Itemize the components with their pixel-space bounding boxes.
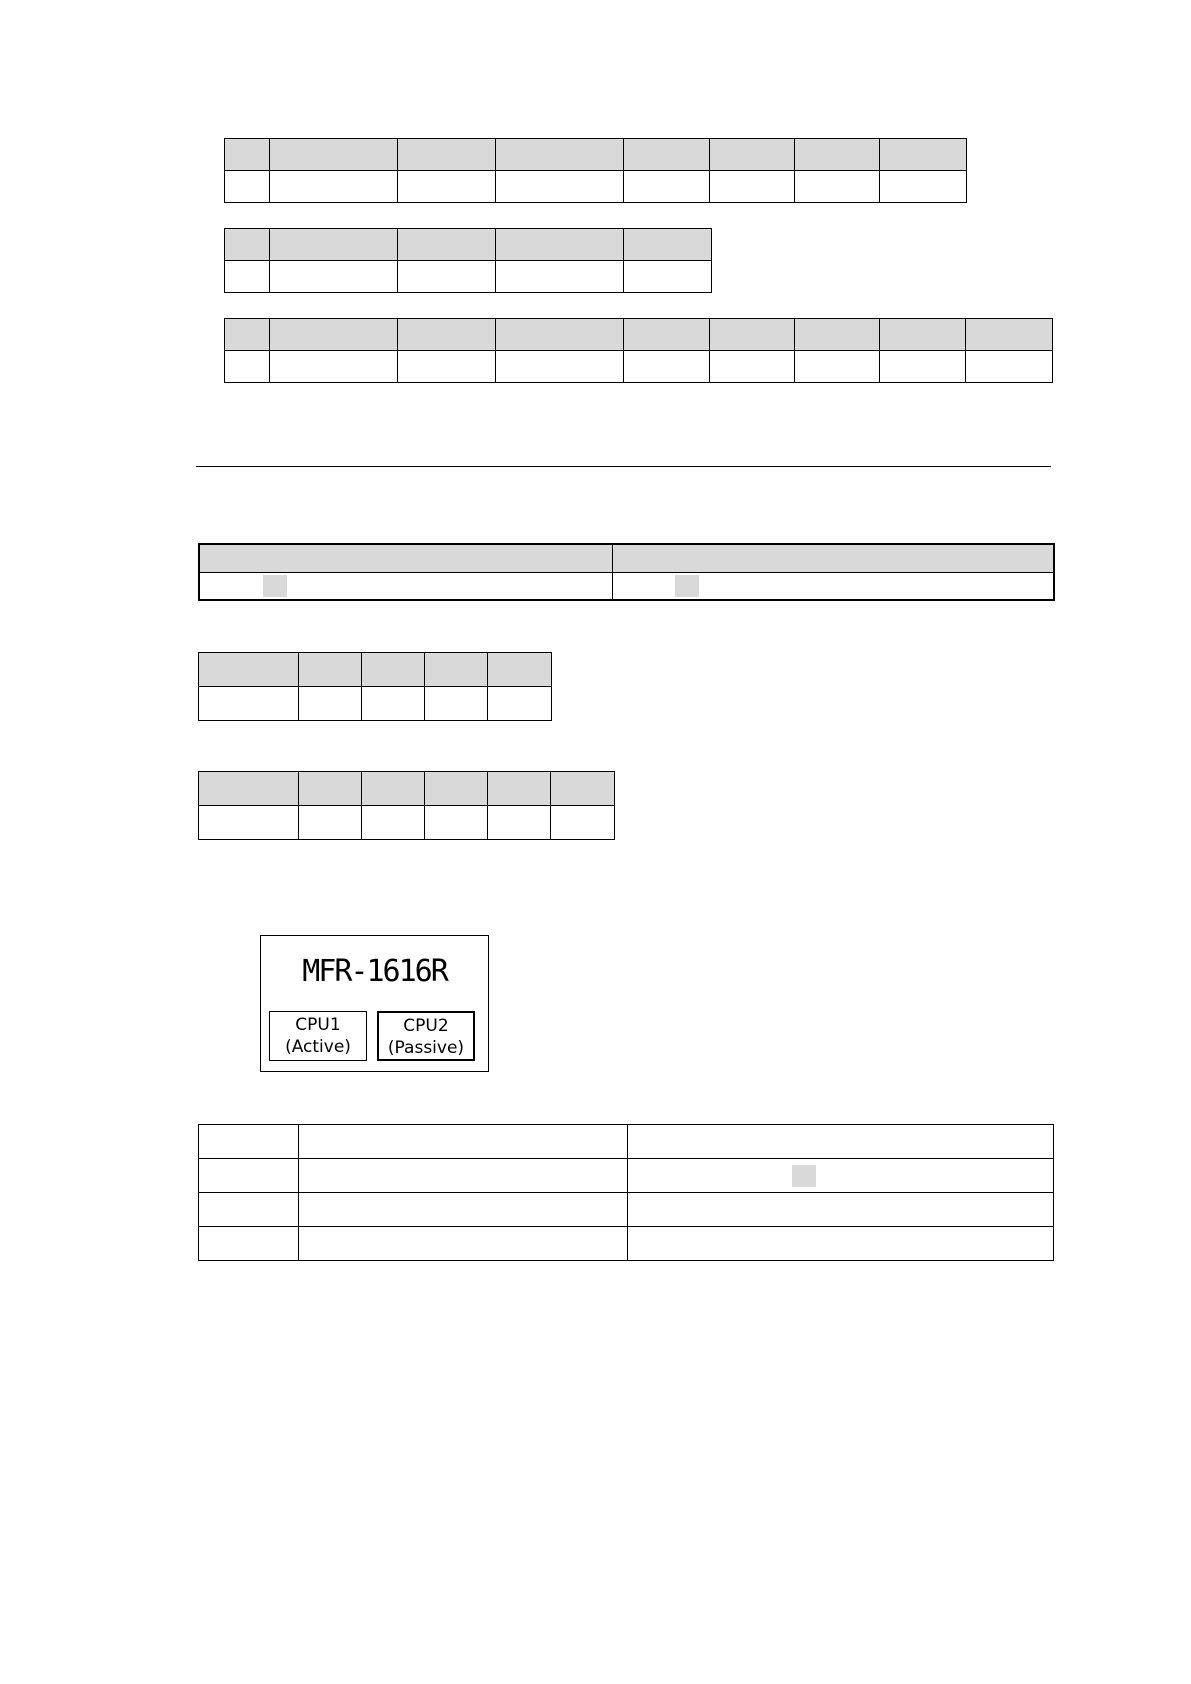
table-row xyxy=(199,1125,1054,1159)
table-row xyxy=(199,687,552,721)
table-row xyxy=(225,261,712,293)
table-row xyxy=(199,1227,1054,1261)
cpu2-name: CPU2 xyxy=(403,1016,449,1036)
highlight-mark xyxy=(792,1165,816,1187)
table-7 xyxy=(198,1124,1054,1261)
table-3 xyxy=(224,318,1053,383)
table-row xyxy=(225,351,1053,383)
section-divider xyxy=(196,466,1051,467)
table-header-row xyxy=(199,653,552,687)
table-header-row xyxy=(225,139,967,171)
table-5 xyxy=(198,652,552,721)
device-diagram xyxy=(260,935,489,1072)
highlight-mark xyxy=(263,575,287,597)
table-header-row xyxy=(225,229,712,261)
cpu1-box xyxy=(269,1011,367,1061)
table-header-row xyxy=(199,544,1054,572)
cpu1-state: (Active) xyxy=(285,1037,351,1057)
table-row xyxy=(225,171,967,203)
table-row xyxy=(199,1159,1054,1193)
table-1 xyxy=(224,138,967,203)
table-6 xyxy=(198,771,615,840)
cpu2-state: (Passive) xyxy=(387,1038,465,1058)
table-4 xyxy=(198,543,1055,601)
table-header-row xyxy=(199,772,615,806)
table-header-row xyxy=(225,319,1053,351)
cpu1-name: CPU1 xyxy=(295,1015,341,1035)
table-2 xyxy=(224,228,712,293)
table-row xyxy=(199,806,615,840)
table-row xyxy=(199,572,1054,600)
device-model-label: MFR-1616R xyxy=(302,954,447,989)
table-row xyxy=(199,1193,1054,1227)
cpu2-box xyxy=(377,1011,475,1061)
highlight-mark xyxy=(675,575,699,597)
